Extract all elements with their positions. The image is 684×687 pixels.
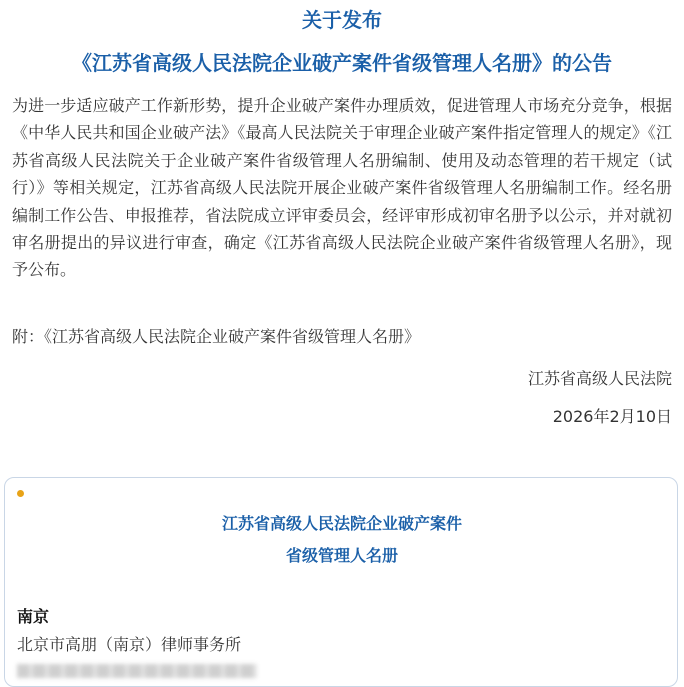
blurred-list-item [17, 664, 257, 678]
register-card [4, 477, 678, 687]
announcement-title-line2: 《江苏省高级人民法院企业破产案件省级管理人名册》的公告 [72, 51, 612, 75]
region-heading: 南京 [17, 607, 50, 626]
issue-date: 2026年2月10日 [552, 407, 672, 426]
list-item: 北京市高朋（南京）律师事务所 [17, 635, 242, 654]
bullet-dot-icon [17, 490, 24, 497]
register-title-line1: 江苏省高级人民法院企业破产案件 [221, 514, 462, 533]
register-title-line2: 省级管理人名册 [285, 546, 398, 565]
announcement-body: 为进一步适应破产工作新形势，提升企业破产案件办理质效，促进管理人市场充分竞争，根据《中华人民共和国企业破产法》《最高人民法院关于审理企业破产案件指定管理人的规定》《江苏省高级人民法院关于企业破产案件省级管理人名册编制、使用及动态管理的若干规定（试行）》等相关规定，江苏省高级人民法院开展企业破产案件省级管理人名册编制工作。经名册编制工作公告、申报推荐，省法院成立评审委员会，经评审形成初审名册予以公示，并对就初审名册提出的异议进行审查，确定《江苏省高级人民法院企业破产案件省级管理人名册》，现予公布。 [12, 96, 672, 280]
signer: 江苏省高级人民法院 [527, 369, 672, 388]
announcement-title-line1: 关于发布 [302, 8, 382, 32]
attachment-note: 附：《江苏省高级人民法院企业破产案件省级管理人名册》 [12, 327, 421, 346]
